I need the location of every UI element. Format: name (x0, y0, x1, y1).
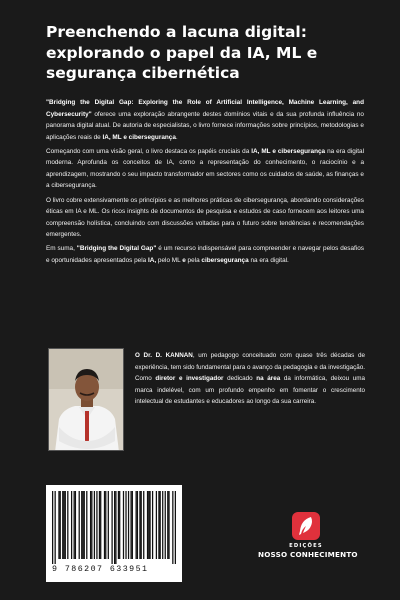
isbn-barcode (46, 485, 182, 582)
barcode-bar (156, 491, 157, 559)
barcode-bar (137, 491, 138, 559)
barcode-bar (139, 491, 140, 559)
barcode-bar (79, 491, 80, 559)
barcode-bar (111, 491, 112, 564)
barcode-bar (162, 491, 163, 559)
barcode-bar (67, 491, 68, 559)
barcode-bar (130, 491, 131, 559)
barcode-bar (152, 491, 153, 559)
barcode-bar (104, 491, 105, 559)
barcode-bar (55, 491, 56, 564)
barcode-bar (158, 491, 159, 559)
description-paragraph-4: Em suma, "Bridging the Digital Gap" é um recurso indispensável para compreender e navegar pelos desafios e oportunidades apresentados pela IA, pelo ML e pela cibersegurança na era digital. (46, 245, 364, 264)
barcode-bar (62, 491, 63, 559)
barcode-bar (90, 491, 91, 559)
barcode-bar (96, 491, 97, 559)
barcode-bar (60, 491, 61, 559)
barcode-bar (86, 491, 87, 559)
barcode-bar (125, 491, 126, 559)
barcode-bar (71, 491, 72, 559)
barcode-bars (52, 491, 176, 564)
barcode-bar (132, 491, 133, 559)
barcode-bar (119, 491, 120, 559)
barcode-bar (136, 491, 137, 559)
publisher-name: NOSSO CONHECIMENTO (258, 550, 358, 559)
barcode-bar (160, 491, 161, 559)
barcode-bar (99, 491, 100, 559)
feather-quill-icon (292, 512, 320, 540)
barcode-bar (75, 491, 76, 559)
barcode-bar (147, 491, 148, 559)
barcode-bar (149, 491, 150, 559)
publisher-editions-label: EDIÇÕES (289, 543, 323, 549)
book-title: Preenchendo a lacuna digital: explorando o papel da IA, ML e segurança cibernética (46, 23, 318, 82)
barcode-bar (82, 491, 83, 559)
barcode-bar (63, 491, 64, 559)
barcode-bar (167, 491, 168, 559)
barcode-bar (128, 491, 129, 559)
author-photo (48, 348, 124, 451)
barcode-bar (91, 491, 92, 559)
barcode-bar (65, 491, 66, 559)
barcode-bar (84, 491, 85, 559)
barcode-bar (58, 491, 59, 559)
description-paragraph-2: Começando com uma visão geral, o livro destaca os papéis cruciais da IA, ML e cibersegurança na era digital moderna. Aprofunda os conceitos de IA, como a representação do conhecimento, o raciocínio e a aprendizagem, mostrando o seu impacto transformador em sectores como os cuidados de saúde, as finanças e a cibersegurança. (46, 147, 364, 190)
barcode-bar (105, 491, 106, 559)
isbn-number: 9 786207 633951 (52, 565, 149, 574)
barcode-bar (81, 491, 82, 559)
barcode-bar (108, 491, 109, 559)
barcode-bar (118, 491, 119, 559)
author-bio: O Dr. D. KANNAN, um pedagogo conceituado com quase três décadas de experiência, tem sido fundamental para o avanço da pedagogia e da investigação. Como diretor e investigador dedicado na área da informática, deixou uma marca indelével, com um profundo empenho em fomentar o crescimento intelectual de estudantes e educadores ao longo da sua carreira. (135, 352, 366, 406)
barcode-bar (172, 491, 173, 564)
barcode-bar (165, 491, 166, 559)
english-title-quote: "Bridging the Digital Gap: Exploring the Role of Artificial Intelligence, Machine Learning, and Cybersecurity" (46, 99, 364, 118)
barcode-bar (168, 491, 169, 559)
publisher-logo-block (258, 512, 358, 572)
author-name: O Dr. D. KANNAN (135, 352, 193, 359)
description-paragraph-3: O livro cobre extensivamente os princípios e as melhores práticas de cibersegurança, abordando considerações éticas em IA e ML. Os ricos insights de documentos de pesquisa e estudos de caso fornecem aos leitores uma compreensão holística, concluindo com discussões voltadas para o futuro sobre tendências e recomendações emergentes. (46, 196, 364, 239)
barcode-bar (114, 491, 115, 564)
barcode-bar (143, 491, 144, 559)
barcode-bar (115, 491, 116, 564)
barcode-bar (175, 491, 176, 564)
author-portrait-image (49, 349, 124, 451)
barcode-bar (74, 491, 75, 559)
barcode-bar (141, 491, 142, 559)
barcode-bar (100, 491, 101, 559)
barcode-bar (94, 491, 95, 559)
book-description (46, 97, 364, 269)
barcode-bar (123, 491, 124, 559)
barcode-bar (52, 491, 53, 564)
barcode-bar (148, 491, 149, 559)
description-paragraph-1: "Bridging the Digital Gap: Exploring the Role of Artificial Intelligence, Machine Learning, and Cybersecurity" oferece uma exploração abrangente destes domínios vitais e da sua profunda influência no panorama digital atual. De autoria de especialistas, o livro fornece informações sobre princípios, metodologias e aplicações reais de IA, ML e cibersegurança. (46, 99, 364, 141)
